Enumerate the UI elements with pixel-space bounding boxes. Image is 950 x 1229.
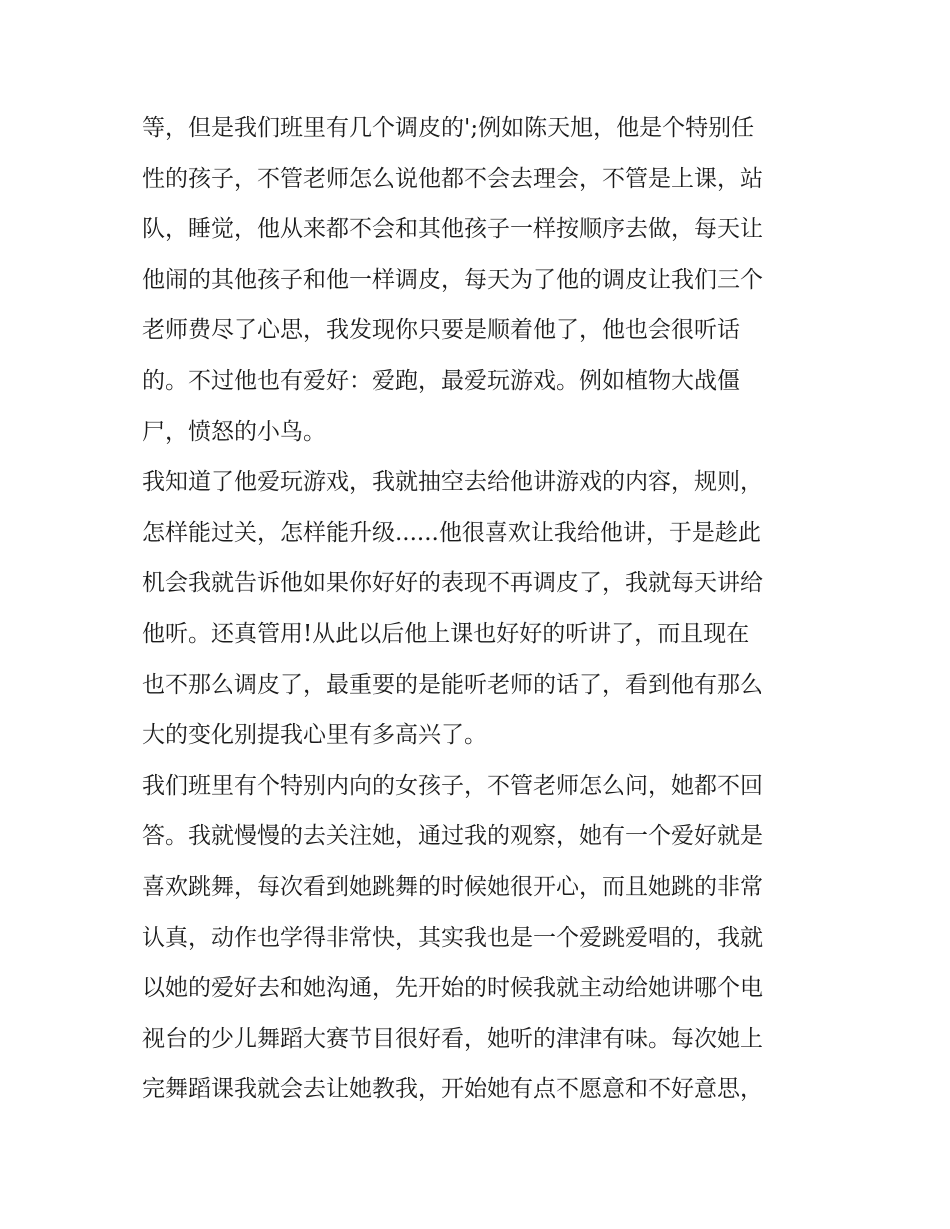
text-line: 答。我就慢慢的去关注她，通过我的观察，她有一个爱好就是 [142, 823, 763, 850]
text-line: 的。不过他也有爱好：爱跑，最爱玩游戏。例如植物大战僵 [142, 367, 740, 394]
text-line: 他听。还真管用!从此以后他上课也好好的听讲了，而且现在 [142, 620, 750, 647]
text-line: 完舞蹈课我就会去让她教我，开始她有点不愿意和不好意思， [142, 1076, 763, 1103]
text-line: 以她的爱好去和她沟通，先开始的时候我就主动给她讲哪个电 [142, 975, 763, 1002]
text-line: 喜欢跳舞，每次看到她跳舞的时候她很开心，而且她跳的非常 [142, 873, 763, 900]
text-line: 等，但是我们班里有几个调皮的';例如陈天旭，他是个特别任 [142, 115, 755, 141]
text-line: 尸，愤怒的小鸟。 [142, 418, 326, 445]
text-line: 机会我就告诉他如果你好好的表现不再调皮了，我就每天讲给 [142, 570, 763, 597]
text-line: 我们班里有个特别内向的女孩子，不管老师怎么问，她都不回 [142, 772, 763, 799]
text-line: 怎样能过关，怎样能升级......他很喜欢让我给他讲，于是趁此 [142, 519, 761, 546]
text-line: 认真，动作也学得非常快，其实我也是一个爱跳爱唱的，我就 [142, 924, 763, 951]
text-line: 视台的少儿舞蹈大赛节目很好看，她听的津津有味。每次她上 [142, 1025, 763, 1052]
text-line: 老师费尽了心思，我发现你只要是顺着他了，他也会很听话 [142, 317, 740, 344]
document-body [142, 103, 822, 1115]
text-line: 也不那么调皮了，最重要的是能听老师的话了，看到他有那么 [142, 671, 763, 698]
text-line: 他闹的其他孩子和他一样调皮，每天为了他的调皮让我们三个 [142, 266, 763, 293]
text-line: 队，睡觉，他从来都不会和其他孩子一样按顺序去做，每天让 [142, 216, 763, 243]
text-line: 大的变化别提我心里有多高兴了。 [142, 722, 487, 749]
text-line: 我知道了他爱玩游戏，我就抽空去给他讲游戏的内容，规则， [142, 469, 763, 496]
text-line: 性的孩子，不管老师怎么说他都不会去理会，不管是上课，站 [142, 165, 763, 192]
